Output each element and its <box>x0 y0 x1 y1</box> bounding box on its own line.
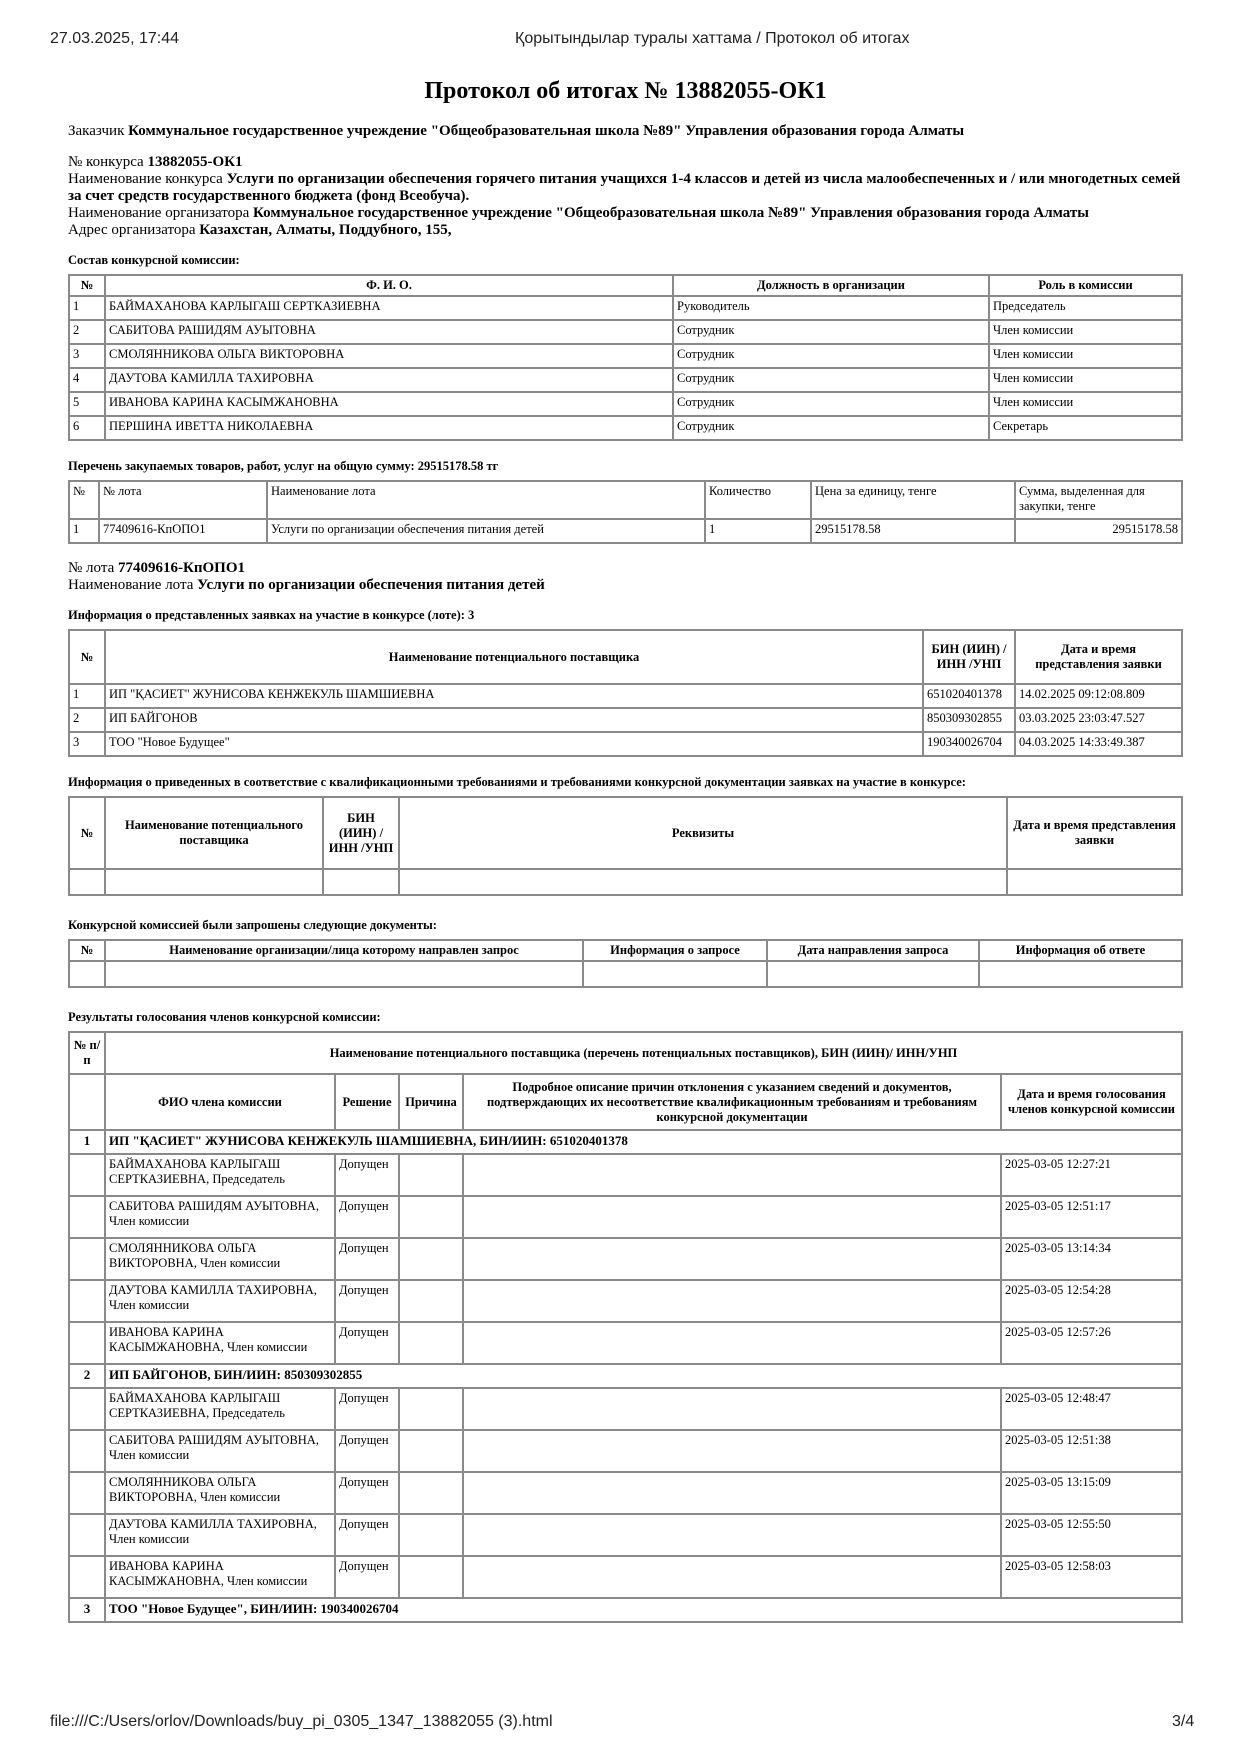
vote-cell-datetime: 2025-03-05 12:51:17 <box>1001 1196 1182 1238</box>
commission-table <box>68 274 1183 441</box>
goods-header-lot-name: Наименование лота <box>267 481 705 519</box>
application-cell-no: 1 <box>69 684 105 708</box>
vote-member-role: Председатель <box>212 1406 285 1420</box>
voting-supplier-name: ИП "ҚАСИЕТ" ЖУНИСОВА КЕНЖЕКУЛЬ ШАМШИЕВНА, БИН/ИИН: 651020401378 <box>105 1130 1182 1154</box>
applications-header-datetime: Дата и время представления заявки <box>1015 630 1182 684</box>
vote-cell-decision: Допущен <box>335 1388 399 1430</box>
vote-member-name: БАЙМАХАНОВА КАРЛЫГАШ СЕРТКАЗИЕВНА <box>109 1391 281 1420</box>
application-cell-supplier: ИП "ҚАСИЕТ" ЖУНИСОВА КЕНЖЕКУЛЬ ШАМШИЕВНА <box>105 684 923 708</box>
commission-row <box>69 296 1182 320</box>
vote-cell-datetime: 2025-03-05 12:51:38 <box>1001 1430 1182 1472</box>
voting-header-decision: Решение <box>335 1074 399 1130</box>
vote-row <box>69 1238 1182 1280</box>
commission-cell-role: Член комиссии <box>989 320 1182 344</box>
vote-cell-member: ДАУТОВА КАМИЛЛА ТАХИРОВНА, Член комиссии <box>105 1280 335 1322</box>
customer-line <box>68 123 1183 140</box>
requests-title: Конкурсной комиссией были запрошены следующие документы: <box>68 918 437 932</box>
vote-cell-reason <box>399 1472 463 1514</box>
commission-cell-name: ИВАНОВА КАРИНА КАСЫМЖАНОВНА <box>105 392 673 416</box>
commission-cell-name: СМОЛЯННИКОВА ОЛЬГА ВИКТОРОВНА <box>105 344 673 368</box>
contest-no-line <box>68 154 1183 171</box>
vote-member-name: САБИТОВА РАШИДЯМ АУЫТОВНА <box>109 1433 316 1447</box>
requests-header-no: № <box>69 940 105 961</box>
vote-cell-member: ДАУТОВА КАМИЛЛА ТАХИРОВНА, Член комиссии <box>105 1514 335 1556</box>
goods-cell-price: 29515178.58 <box>811 519 1015 543</box>
voting-supplier-name: ТОО "Новое Будущее", БИН/ИИН: 190340026704 <box>105 1598 1182 1622</box>
commission-cell-no: 3 <box>69 344 105 368</box>
vote-cell-reason <box>399 1430 463 1472</box>
voting-supplier-no: 2 <box>69 1364 105 1388</box>
voting-table <box>68 1031 1183 1623</box>
vote-member-role: Член комиссии <box>109 1214 190 1228</box>
application-cell-bin: 651020401378 <box>923 684 1015 708</box>
print-datetime: 27.03.2025, 17:44 <box>50 30 180 47</box>
vote-cell-decision: Допущен <box>335 1280 399 1322</box>
vote-member-name: СМОЛЯННИКОВА ОЛЬГА ВИКТОРОВНА <box>109 1475 257 1504</box>
vote-row <box>69 1154 1182 1196</box>
organizer-line <box>68 205 1183 222</box>
print-page-number: 3/4 <box>1172 1713 1195 1730</box>
print-file-path: file:///C:/Users/orlov/Downloads/buy_pi_0305_1347_13882055 (3).html <box>50 1713 553 1730</box>
contest-name-value: Услуги по организации обеспечения горячего питания учащихся 1-4 классов и детей из числа малообеспеченных и / или многодетных семей за счет средств государственного бюджета (фонд Всеобуча). <box>68 171 1181 204</box>
lot-no-line <box>68 560 1183 577</box>
commission-row <box>69 392 1182 416</box>
vote-cell-reason <box>399 1154 463 1196</box>
customer-value: Коммунальное государственное учреждение "Общеобразовательная школа №89" Управления образования города Алматы <box>128 123 965 139</box>
contest-no-label: № конкурса <box>68 154 144 170</box>
vote-cell-description <box>463 1154 1001 1196</box>
voting-supplier-no: 3 <box>69 1598 105 1622</box>
applications-body <box>69 684 1182 756</box>
commission-cell-position: Сотрудник <box>673 368 989 392</box>
vote-cell-reason <box>399 1388 463 1430</box>
vote-cell-datetime: 2025-03-05 12:48:47 <box>1001 1388 1182 1430</box>
vote-cell-datetime: 2025-03-05 12:54:28 <box>1001 1280 1182 1322</box>
vote-cell-decision: Допущен <box>335 1514 399 1556</box>
print-page-title: Қорытындылар туралы хаттама / Протокол об итогах <box>515 30 910 47</box>
commission-cell-position: Сотрудник <box>673 392 989 416</box>
commission-cell-name: ДАУТОВА КАМИЛЛА ТАХИРОВНА <box>105 368 673 392</box>
requests-header-date: Дата направления запроса <box>767 940 979 961</box>
vote-member-role: Председатель <box>212 1172 285 1186</box>
voting-supplier-no: 1 <box>69 1130 105 1154</box>
qualified-table <box>68 796 1183 896</box>
vote-cell-no <box>69 1238 105 1280</box>
commission-cell-position: Сотрудник <box>673 320 989 344</box>
goods-header-price: Цена за единицу, тенге <box>811 481 1015 519</box>
application-cell-supplier: ИП БАЙГОНОВ <box>105 708 923 732</box>
application-row <box>69 732 1182 756</box>
vote-row <box>69 1430 1182 1472</box>
vote-member-role: Член комиссии <box>109 1298 190 1312</box>
applications-title: Информация о представленных заявках на участие в конкурсе (лоте): 3 <box>68 608 475 622</box>
vote-cell-decision: Допущен <box>335 1556 399 1598</box>
vote-member-name: БАЙМАХАНОВА КАРЛЫГАШ СЕРТКАЗИЕВНА <box>109 1157 281 1186</box>
organizer-label: Наименование организатора <box>68 205 250 221</box>
applications-header-supplier: Наименование потенциального поставщика <box>105 630 923 684</box>
application-cell-datetime: 14.02.2025 09:12:08.809 <box>1015 684 1182 708</box>
contest-name-line <box>68 171 1183 205</box>
qualified-header-datetime: Дата и время представления заявки <box>1007 797 1182 869</box>
vote-cell-member: БАЙМАХАНОВА КАРЛЫГАШ СЕРТКАЗИЕВНА, Председатель <box>105 1388 335 1430</box>
vote-row <box>69 1472 1182 1514</box>
vote-cell-member: САБИТОВА РАШИДЯМ АУЫТОВНА, Член комиссии <box>105 1430 335 1472</box>
application-cell-bin: 190340026704 <box>923 732 1015 756</box>
vote-cell-decision: Допущен <box>335 1196 399 1238</box>
vote-cell-reason <box>399 1556 463 1598</box>
application-row <box>69 684 1182 708</box>
voting-header-no: № п/п <box>69 1032 105 1074</box>
vote-row <box>69 1388 1182 1430</box>
vote-member-role: Член комиссии <box>199 1490 281 1504</box>
voting-body <box>69 1130 1182 1622</box>
vote-member-name: ДАУТОВА КАМИЛЛА ТАХИРОВНА <box>109 1517 314 1531</box>
vote-row <box>69 1196 1182 1238</box>
vote-row <box>69 1556 1182 1598</box>
goods-body <box>69 519 1182 543</box>
vote-row <box>69 1322 1182 1364</box>
vote-cell-decision: Допущен <box>335 1322 399 1364</box>
commission-cell-no: 2 <box>69 320 105 344</box>
goods-header-qty: Количество <box>705 481 811 519</box>
vote-member-name: ИВАНОВА КАРИНА КАСЫМЖАНОВНА <box>109 1559 224 1588</box>
qualified-empty-row <box>69 869 1182 895</box>
vote-cell-datetime: 2025-03-05 12:57:26 <box>1001 1322 1182 1364</box>
vote-cell-no <box>69 1196 105 1238</box>
print-footer <box>0 1713 1240 1735</box>
goods-header-sum: Сумма, выделенная для закупки, тенге <box>1015 481 1182 519</box>
address-value: Казахстан, Алматы, Поддубного, 155, <box>199 222 452 238</box>
vote-cell-reason <box>399 1280 463 1322</box>
vote-cell-description <box>463 1238 1001 1280</box>
vote-cell-no <box>69 1514 105 1556</box>
vote-cell-description <box>463 1280 1001 1322</box>
vote-cell-reason <box>399 1238 463 1280</box>
vote-cell-datetime: 2025-03-05 12:27:21 <box>1001 1154 1182 1196</box>
vote-cell-reason <box>399 1196 463 1238</box>
qualified-header-no: № <box>69 797 105 869</box>
vote-cell-datetime: 2025-03-05 13:14:34 <box>1001 1238 1182 1280</box>
vote-cell-reason <box>399 1322 463 1364</box>
commission-cell-position: Сотрудник <box>673 416 989 440</box>
vote-cell-no <box>69 1388 105 1430</box>
document-title: Протокол об итогах № 13882055-ОК1 <box>424 78 827 104</box>
goods-header-lot-no: № лота <box>99 481 267 519</box>
commission-cell-no: 1 <box>69 296 105 320</box>
application-cell-datetime: 04.03.2025 14:33:49.387 <box>1015 732 1182 756</box>
vote-cell-description <box>463 1514 1001 1556</box>
lot-no-label: № лота <box>68 560 115 576</box>
vote-cell-member: СМОЛЯННИКОВА ОЛЬГА ВИКТОРОВНА, Член комиссии <box>105 1238 335 1280</box>
goods-cell-qty: 1 <box>705 519 811 543</box>
contest-name-label: Наименование конкурса <box>68 171 223 187</box>
vote-cell-member: ИВАНОВА КАРИНА КАСЫМЖАНОВНА, Член комиссии <box>105 1556 335 1598</box>
applications-header-no: № <box>69 630 105 684</box>
vote-cell-no <box>69 1556 105 1598</box>
voting-header-datetime: Дата и время голосования членов конкурсной комиссии <box>1001 1074 1182 1130</box>
goods-header-no: № <box>69 481 99 519</box>
applications-table <box>68 629 1183 757</box>
requests-header-org: Наименование организации/лица которому направлен запрос <box>105 940 583 961</box>
vote-cell-no <box>69 1472 105 1514</box>
commission-cell-no: 4 <box>69 368 105 392</box>
vote-cell-description <box>463 1388 1001 1430</box>
goods-row <box>69 519 1182 543</box>
commission-cell-name: ПЕРШИНА ИВЕТТА НИКОЛАЕВНА <box>105 416 673 440</box>
commission-header-position: Должность в организации <box>673 275 989 296</box>
requests-header-answer: Информация об ответе <box>979 940 1182 961</box>
vote-cell-datetime: 2025-03-05 13:15:09 <box>1001 1472 1182 1514</box>
vote-member-role: Член комиссии <box>199 1256 281 1270</box>
vote-cell-member: ИВАНОВА КАРИНА КАСЫМЖАНОВНА, Член комиссии <box>105 1322 335 1364</box>
goods-title: Перечень закупаемых товаров, работ, услуг на общую сумму: 29515178.58 тг <box>68 459 499 473</box>
commission-cell-position: Руководитель <box>673 296 989 320</box>
vote-cell-no <box>69 1430 105 1472</box>
contest-no-value: 13882055-ОК1 <box>147 154 243 170</box>
voting-supplier-row <box>69 1364 1182 1388</box>
commission-row <box>69 320 1182 344</box>
goods-cell-lot-name: Услуги по организации обеспечения питания детей <box>267 519 705 543</box>
voting-supplier-row <box>69 1130 1182 1154</box>
voting-header-member: ФИО члена комиссии <box>105 1074 335 1130</box>
commission-header-name: Ф. И. О. <box>105 275 673 296</box>
voting-supplier-row <box>69 1598 1182 1622</box>
vote-member-role: Член комиссии <box>109 1532 190 1546</box>
voting-title: Результаты голосования членов конкурсной комиссии: <box>68 1010 381 1024</box>
commission-cell-role: Член комиссии <box>989 344 1182 368</box>
commission-row <box>69 416 1182 440</box>
vote-cell-no <box>69 1154 105 1196</box>
voting-header-supplier: Наименование потенциального поставщика (перечень потенциальных поставщиков), БИН (ИИН)/ ИНН/УНП <box>105 1032 1182 1074</box>
goods-table <box>68 480 1183 544</box>
vote-cell-description <box>463 1556 1001 1598</box>
goods-cell-lot-no: 77409616-КпОПО1 <box>99 519 267 543</box>
vote-member-role: Член комиссии <box>109 1448 190 1462</box>
requests-header-info: Информация о запросе <box>583 940 767 961</box>
commission-row <box>69 344 1182 368</box>
vote-cell-decision: Допущен <box>335 1430 399 1472</box>
vote-row <box>69 1514 1182 1556</box>
commission-header-no: № <box>69 275 105 296</box>
voting-header-reason: Причина <box>399 1074 463 1130</box>
vote-member-name: САБИТОВА РАШИДЯМ АУЫТОВНА <box>109 1199 316 1213</box>
application-cell-no: 2 <box>69 708 105 732</box>
commission-title: Состав конкурсной комиссии: <box>68 253 240 267</box>
lot-no-value: 77409616-КпОПО1 <box>118 560 246 576</box>
lot-info <box>68 560 1183 594</box>
vote-member-name: СМОЛЯННИКОВА ОЛЬГА ВИКТОРОВНА <box>109 1241 257 1270</box>
commission-cell-role: Член комиссии <box>989 368 1182 392</box>
commission-cell-position: Сотрудник <box>673 344 989 368</box>
vote-cell-description <box>463 1322 1001 1364</box>
vote-cell-datetime: 2025-03-05 12:55:50 <box>1001 1514 1182 1556</box>
vote-cell-no <box>69 1280 105 1322</box>
application-cell-supplier: ТОО "Новое Будущее" <box>105 732 923 756</box>
vote-cell-reason <box>399 1514 463 1556</box>
application-row <box>69 708 1182 732</box>
commission-cell-name: САБИТОВА РАШИДЯМ АУЫТОВНА <box>105 320 673 344</box>
commission-cell-no: 6 <box>69 416 105 440</box>
vote-cell-decision: Допущен <box>335 1238 399 1280</box>
vote-cell-decision: Допущен <box>335 1472 399 1514</box>
commission-cell-role: Председатель <box>989 296 1182 320</box>
application-cell-no: 3 <box>69 732 105 756</box>
vote-cell-description <box>463 1430 1001 1472</box>
vote-cell-datetime: 2025-03-05 12:58:03 <box>1001 1556 1182 1598</box>
vote-cell-decision: Допущен <box>335 1154 399 1196</box>
requests-empty-row <box>69 961 1182 987</box>
qualified-header-bin: БИН (ИИН) /ИНН /УНП <box>323 797 399 869</box>
vote-cell-description <box>463 1196 1001 1238</box>
requests-table <box>68 939 1183 988</box>
vote-cell-member: БАЙМАХАНОВА КАРЛЫГАШ СЕРТКАЗИЕВНА, Председатель <box>105 1154 335 1196</box>
goods-cell-sum: 29515178.58 <box>1015 519 1182 543</box>
goods-cell-no: 1 <box>69 519 99 543</box>
vote-member-role: Член комиссии <box>227 1340 308 1354</box>
organizer-value: Коммунальное государственное учреждение "Общеобразовательная школа №89" Управления образования города Алматы <box>253 205 1089 221</box>
vote-member-name: ДАУТОВА КАМИЛЛА ТАХИРОВНА <box>109 1283 314 1297</box>
protocol-document <box>68 78 1183 1623</box>
vote-cell-description <box>463 1472 1001 1514</box>
application-cell-bin: 850309302855 <box>923 708 1015 732</box>
applications-header-bin: БИН (ИИН) /ИНН /УНП <box>923 630 1015 684</box>
commission-cell-name: БАЙМАХАНОВА КАРЛЫГАШ СЕРТКАЗИЕВНА <box>105 296 673 320</box>
customer-label: Заказчик <box>68 123 125 139</box>
qualified-header-details: Реквизиты <box>399 797 1007 869</box>
qualified-title: Информация о приведенных в соответствие с квалификационными требованиями и требованиями конкурсной документации заявках на участие в конкурсе: <box>68 775 966 789</box>
vote-cell-member: СМОЛЯННИКОВА ОЛЬГА ВИКТОРОВНА, Член комиссии <box>105 1472 335 1514</box>
address-label: Адрес организатора <box>68 222 196 238</box>
qualified-header-supplier: Наименование потенциального поставщика <box>105 797 323 869</box>
contest-info <box>68 154 1183 239</box>
commission-row <box>69 368 1182 392</box>
voting-supplier-name: ИП БАЙГОНОВ, БИН/ИИН: 850309302855 <box>105 1364 1182 1388</box>
commission-header-role: Роль в комиссии <box>989 275 1182 296</box>
print-header <box>0 30 1240 52</box>
address-line <box>68 222 1183 239</box>
vote-row <box>69 1280 1182 1322</box>
commission-cell-role: Член комиссии <box>989 392 1182 416</box>
commission-cell-role: Секретарь <box>989 416 1182 440</box>
commission-cell-no: 5 <box>69 392 105 416</box>
commission-body <box>69 296 1182 440</box>
application-cell-datetime: 03.03.2025 23:03:47.527 <box>1015 708 1182 732</box>
lot-name-label: Наименование лота <box>68 577 194 593</box>
vote-cell-member: САБИТОВА РАШИДЯМ АУЫТОВНА, Член комиссии <box>105 1196 335 1238</box>
vote-member-name: ИВАНОВА КАРИНА КАСЫМЖАНОВНА <box>109 1325 224 1354</box>
vote-cell-no <box>69 1322 105 1364</box>
lot-name-line <box>68 577 1183 594</box>
vote-member-role: Член комиссии <box>227 1574 308 1588</box>
voting-header-description: Подробное описание причин отклонения с указанием сведений и документов, подтверждающих их несоответствие квалификационным требованиям и требованиям конкурсной документации <box>463 1074 1001 1130</box>
lot-name-value: Услуги по организации обеспечения питания детей <box>197 577 545 593</box>
